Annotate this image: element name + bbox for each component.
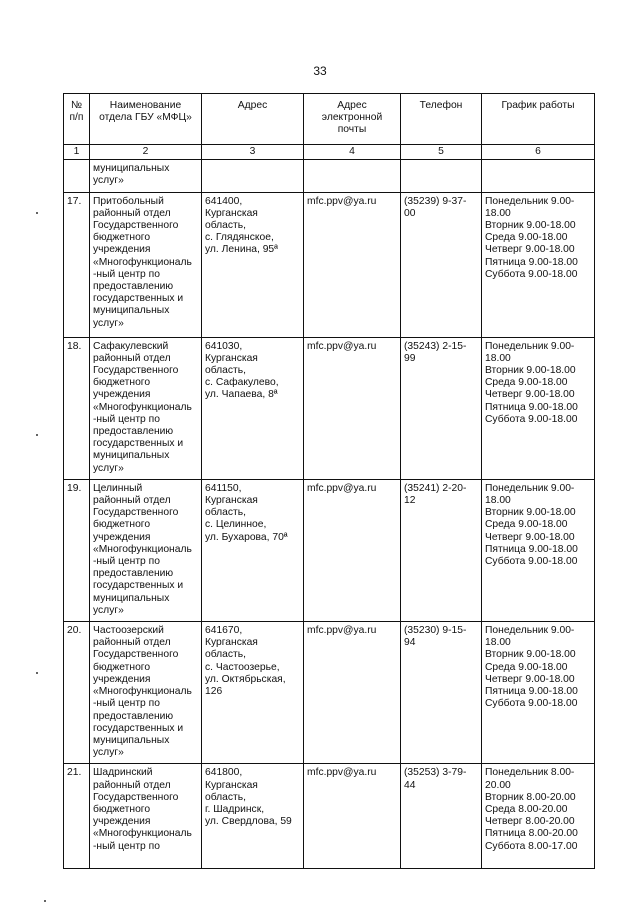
cell-schedule (482, 160, 595, 192)
cell-text-line: с. Целинное, (205, 519, 267, 531)
header-cell-schedule (482, 94, 595, 145)
cell-text-line: Пятница 9.00-18.00 (485, 401, 578, 413)
cell-text-line: -ный центр по (93, 413, 160, 425)
cell-text-line: Частоозерский (93, 625, 164, 637)
cell-name (90, 479, 202, 621)
cell-text-line: бюджетного (93, 377, 151, 389)
cell-text-line: Среда 9.00-18.00 (485, 661, 568, 673)
cell-text-line: -ный центр по (93, 268, 160, 280)
cell-text-line: Пятница 9.00-18.00 (485, 256, 578, 268)
column-number: 2 (90, 145, 202, 160)
cell-address (202, 622, 304, 764)
cell-text-line: предоставлению (93, 568, 174, 580)
cell-text-line: Понедельник 9.00- (485, 340, 575, 352)
header-cell-number (64, 94, 90, 145)
cell-text-line: муниципальных (93, 163, 170, 175)
cell-text-line: учреждения (93, 531, 151, 543)
cell-text-line: районный отдел (93, 779, 171, 791)
cell-text-line: бюджетного (93, 661, 151, 673)
cell-text-line: -ный центр по (93, 840, 160, 852)
cell-text-line: Среда 9.00-18.00 (485, 519, 568, 531)
cell-text-line: Суббота 9.00-18.00 (485, 698, 578, 710)
cell-text-line: районный отдел (93, 495, 171, 507)
header-text-line: Адрес (237, 100, 268, 111)
cell-text-line: область, (205, 507, 246, 519)
header-text-line: почты (337, 124, 367, 136)
cell-schedule (482, 192, 595, 337)
table-row (64, 622, 595, 764)
cell-text-line: Курганская (205, 495, 258, 507)
header-text-line: электронной (321, 112, 383, 124)
cell-text-line: 00 (404, 207, 416, 219)
cell-phone (401, 337, 482, 479)
cell-text-line: «Многофункциональ (93, 828, 192, 840)
cell-text-line: 641670, (205, 625, 243, 637)
cell-phone (401, 192, 482, 337)
cell-text-line: государственных и (93, 293, 184, 305)
cell-text-line: -ный центр по (93, 556, 160, 568)
cell-text-line: (35230) 9-15- (404, 625, 467, 637)
cell-text-line: Вторник 8.00-20.00 (485, 791, 576, 803)
page-number: 33 (313, 64, 327, 78)
cell-text-line: (35243) 2-15- (404, 340, 467, 352)
header-text-line: График работы (501, 100, 575, 111)
cell-text-line: Курганская (205, 352, 258, 364)
cell-text-line: Четверг 9.00-18.00 (485, 673, 575, 685)
table-row (64, 479, 595, 621)
cell-text-line: 18.00 (485, 495, 511, 507)
cell-text-line: область, (205, 365, 246, 377)
cell-text-line: ул. Октябрьская, (205, 673, 286, 685)
cell-text-line: Государственного (93, 507, 179, 519)
cell-text-line: ул. Чапаева, 8ª (205, 389, 278, 401)
cell-schedule (482, 622, 595, 764)
cell-text-line: Суббота 9.00-18.00 (485, 268, 578, 280)
cell-text-line: Понедельник 8.00- (485, 767, 575, 779)
cell-text-line: 18.00 (485, 207, 511, 219)
cell-address (202, 479, 304, 621)
cell-text-line: «Многофункциональ (93, 686, 192, 698)
cell-email[interactable]: mfc.ppv@ya.ru (304, 479, 401, 621)
cell-text-line: 99 (404, 352, 416, 364)
cell-text-line: Среда 9.00-18.00 (485, 232, 568, 244)
cell-name (90, 192, 202, 337)
cell-address (202, 764, 304, 869)
cell-text-line: Курганская (205, 637, 258, 649)
cell-text-line: (35241) 2-20- (404, 482, 467, 494)
cell-text-line: муниципальных (93, 305, 170, 317)
cell-name (90, 764, 202, 869)
cell-text-line: 20.00 (485, 779, 511, 791)
cell-number (64, 160, 90, 192)
column-number: 6 (482, 145, 595, 160)
cell-text-line: учреждения (93, 244, 151, 256)
cell-text-line: 641400, (205, 195, 243, 207)
cell-email[interactable]: mfc.ppv@ya.ru (304, 337, 401, 479)
cell-text-line: Пятница 8.00-20.00 (485, 828, 578, 840)
cell-text-line: с. Сафакулево, (205, 377, 279, 389)
cell-text-line: ул. Свердлова, 59 (205, 816, 292, 828)
cell-number: 20. (64, 622, 90, 764)
cell-text-line: 641800, (205, 767, 243, 779)
cell-text-line: с. Глядянское, (205, 232, 274, 244)
cell-text-line: муниципальных (93, 450, 170, 462)
cell-phone (401, 160, 482, 192)
cell-text-line: Вторник 9.00-18.00 (485, 507, 576, 519)
cell-phone (401, 764, 482, 869)
cell-text-line: 18.00 (485, 637, 511, 649)
cell-text-line: с. Частоозерье, (205, 661, 280, 673)
cell-text-line: государственных и (93, 722, 184, 734)
cell-text-line: Вторник 9.00-18.00 (485, 220, 576, 232)
cell-text-line: ул. Бухарова, 70ª (205, 531, 288, 543)
cell-text-line: Четверг 8.00-20.00 (485, 816, 575, 828)
cell-text-line: область, (205, 649, 246, 661)
cell-address (202, 337, 304, 479)
cell-text-line: услуг» (93, 175, 124, 187)
cell-email[interactable]: mfc.ppv@ya.ru (304, 764, 401, 869)
cell-number: 18. (64, 337, 90, 479)
cell-text-line: Сафакулевский (93, 340, 169, 352)
cell-text-line: Шадринский (93, 767, 153, 779)
cell-text-line: Вторник 9.00-18.00 (485, 365, 576, 377)
cell-text-line: Четверг 9.00-18.00 (485, 531, 575, 543)
cell-text-line: бюджетного (93, 519, 151, 531)
cell-text-line: 18.00 (485, 352, 511, 364)
cell-text-line: 94 (404, 637, 416, 649)
cell-text-line: Среда 9.00-18.00 (485, 377, 568, 389)
cell-text-line: учреждения (93, 389, 151, 401)
cell-text-line: Суббота 9.00-18.00 (485, 413, 578, 425)
cell-text-line: бюджетного (93, 803, 151, 815)
cell-text-line: бюджетного (93, 232, 151, 244)
column-number: 3 (202, 145, 304, 160)
cell-text-line: -ный центр по (93, 698, 160, 710)
cell-text-line: районный отдел (93, 352, 171, 364)
cell-text-line: область, (205, 220, 246, 232)
header-cell-name (90, 94, 202, 145)
header-text-line: Наименование (109, 100, 182, 111)
cell-text-line: 641030, (205, 340, 243, 352)
header-text-line: отдела ГБУ «МФЦ» (99, 112, 192, 124)
header-text-line: Телефон (419, 100, 463, 111)
cell-text-line: (35253) 3-79- (404, 767, 467, 779)
cell-text-line: Понедельник 9.00- (485, 482, 575, 494)
cell-text-line: муниципальных (93, 734, 170, 746)
table-row (64, 337, 595, 479)
cell-text-line: 44 (404, 779, 416, 791)
cell-text-line: Курганская (205, 207, 258, 219)
cell-text-line: Целинный (93, 482, 143, 494)
cell-number: 21. (64, 764, 90, 869)
cell-text-line: «Многофункциональ (93, 543, 192, 555)
mfc-offices-table (63, 93, 595, 869)
cell-text-line: (35239) 9-37- (404, 195, 467, 207)
cell-text-line: Пятница 9.00-18.00 (485, 686, 578, 698)
cell-text-line: государственных и (93, 580, 184, 592)
cell-text-line: Притобольный (93, 195, 164, 207)
cell-text-line: услуг» (93, 747, 124, 759)
cell-text-line: «Многофункциональ (93, 401, 192, 413)
cell-text-line: Среда 8.00-20.00 (485, 803, 568, 815)
table-row (64, 160, 595, 192)
table-row (64, 764, 595, 869)
header-text-line: п/п (69, 112, 84, 124)
cell-text-line: услуг» (93, 462, 124, 474)
cell-text-line: предоставлению (93, 710, 174, 722)
cell-text-line: ул. Ленина, 95ª (205, 244, 278, 256)
header-text-line: № (70, 100, 83, 111)
scan-speck (36, 672, 38, 674)
header-text-line: Адрес (337, 100, 367, 111)
cell-schedule (482, 337, 595, 479)
cell-text-line: районный отдел (93, 207, 171, 219)
cell-text-line: 641150, (205, 482, 242, 494)
cell-text-line: Курганская (205, 779, 258, 791)
cell-text-line: услуг» (93, 317, 124, 329)
cell-text-line: 126 (205, 686, 223, 698)
cell-text-line: Понедельник 9.00- (485, 625, 575, 637)
cell-schedule (482, 479, 595, 621)
cell-text-line: государственных и (93, 438, 184, 450)
cell-phone (401, 479, 482, 621)
cell-name (90, 160, 202, 192)
cell-text-line: учреждения (93, 673, 151, 685)
column-number: 4 (304, 145, 401, 160)
scan-speck (36, 434, 38, 436)
header-row (64, 94, 595, 145)
cell-text-line: Суббота 9.00-18.00 (485, 556, 578, 568)
cell-text-line: 12 (404, 495, 416, 507)
cell-text-line: учреждения (93, 816, 151, 828)
cell-text-line: Вторник 9.00-18.00 (485, 649, 576, 661)
cell-text-line: Понедельник 9.00- (485, 195, 575, 207)
header-cell-phone (401, 94, 482, 145)
cell-text-line: Четверг 9.00-18.00 (485, 389, 575, 401)
cell-email[interactable]: mfc.ppv@ya.ru (304, 192, 401, 337)
cell-text-line: Пятница 9.00-18.00 (485, 543, 578, 555)
header-cell-address (202, 94, 304, 145)
cell-email[interactable]: mfc.ppv@ya.ru (304, 622, 401, 764)
cell-text-line: предоставлению (93, 426, 174, 438)
cell-phone (401, 622, 482, 764)
scan-speck (44, 900, 46, 902)
cell-number: 17. (64, 192, 90, 337)
cell-schedule (482, 764, 595, 869)
cell-number: 19. (64, 479, 90, 621)
cell-email[interactable] (304, 160, 401, 192)
cell-name (90, 622, 202, 764)
column-number: 1 (64, 145, 90, 160)
cell-address (202, 160, 304, 192)
header-cell-email (304, 94, 401, 145)
cell-text-line: г. Шадринск, (205, 803, 265, 815)
cell-name (90, 337, 202, 479)
table-row (64, 192, 595, 337)
cell-text-line: услуг» (93, 604, 124, 616)
table-body (64, 160, 595, 869)
cell-text-line: муниципальных (93, 592, 170, 604)
cell-text-line: Государственного (93, 365, 179, 377)
column-number: 5 (401, 145, 482, 160)
cell-text-line: область, (205, 791, 246, 803)
cell-text-line: Государственного (93, 791, 179, 803)
cell-text-line: Четверг 9.00-18.00 (485, 244, 575, 256)
scan-speck (36, 212, 38, 214)
cell-address (202, 192, 304, 337)
cell-text-line: Суббота 8.00-17.00 (485, 840, 578, 852)
cell-text-line: районный отдел (93, 637, 171, 649)
cell-text-line: Государственного (93, 649, 179, 661)
cell-text-line: предоставлению (93, 281, 174, 293)
column-number-row (64, 145, 595, 160)
cell-text-line: Государственного (93, 220, 179, 232)
cell-text-line: «Многофункциональ (93, 256, 192, 268)
